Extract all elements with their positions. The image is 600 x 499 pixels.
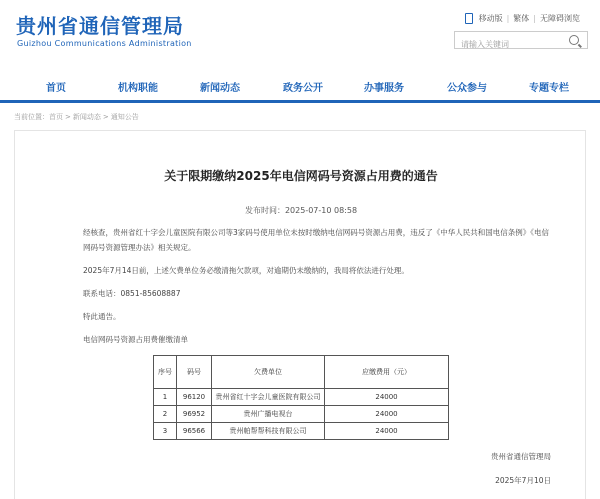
table-row: [154, 423, 449, 440]
main-nav: [0, 70, 600, 103]
accessibility-link[interactable]: 无障碍浏览: [540, 14, 580, 23]
nav-functions[interactable]: 机构职能: [118, 83, 158, 94]
article-title: 关于限期缴纳2025年电信网码号资源占用费的通告: [164, 169, 438, 183]
search-icon[interactable]: [569, 35, 579, 45]
table-cell: 24000: [325, 389, 449, 406]
breadcrumb-home[interactable]: 首页: [49, 113, 63, 121]
table-cell: 1: [154, 389, 177, 406]
table-header: 码号: [177, 356, 212, 389]
site-title[interactable]: 贵州省通信管理局: [16, 14, 184, 38]
article-paragraph: 经核查，贵州省红十字会儿童医院有限公司等3家码号使用单位未按时缴纳电信网码号资源占用费，违反了《中华人民共和国电信条例》《电信网码号资源管理办法》相关规定。: [83, 228, 550, 252]
search-input[interactable]: [455, 37, 577, 53]
table-cell: 24000: [325, 423, 449, 440]
table-cell: 贵州省红十字会儿童医院有限公司: [212, 389, 325, 406]
table-header: 序号: [154, 356, 177, 389]
nav-special-topics[interactable]: 专题专栏: [529, 83, 569, 94]
nav-news[interactable]: 新闻动态: [200, 83, 240, 94]
publish-time: [15, 205, 587, 216]
article-panel: [14, 130, 586, 499]
breadcrumb-prefix: 当前位置：: [14, 113, 49, 121]
mobile-icon: [465, 13, 473, 24]
table-row: [154, 389, 449, 406]
nav-public-participation[interactable]: 公众参与: [447, 83, 487, 94]
table-cell: 贵州广播电视台: [212, 406, 325, 423]
table-cell: 96566: [177, 423, 212, 440]
table-caption: 电信网码号资源占用费催缴清单: [83, 335, 188, 344]
nav-government-affairs[interactable]: 政务公开: [283, 83, 323, 94]
publish-value: 2025-07-10 08:58: [284, 206, 358, 215]
mobile-version-link[interactable]: 移动版: [478, 14, 503, 23]
traditional-chinese-link[interactable]: 繁体: [513, 14, 530, 23]
breadcrumb-separator: >: [65, 113, 71, 121]
breadcrumb-news[interactable]: 新闻动态: [72, 113, 101, 121]
breadcrumb-notices[interactable]: 通知公告: [110, 113, 139, 121]
breadcrumb-separator: >: [102, 113, 109, 121]
table-cell: 3: [154, 423, 177, 440]
table-row: [154, 406, 449, 423]
breadcrumb: [14, 112, 139, 122]
nav-home[interactable]: 首页: [46, 83, 66, 94]
table-header: 欠费单位: [212, 356, 325, 389]
table-cell: 96120: [177, 389, 212, 406]
table-header-row: [154, 356, 449, 389]
divider: |: [506, 14, 510, 23]
top-links: [465, 13, 580, 24]
publish-label: 发布时间：: [244, 206, 285, 215]
table-cell: 96952: [177, 406, 212, 423]
nav-services[interactable]: 办事服务: [364, 83, 404, 94]
table-cell: 2: [154, 406, 177, 423]
contact-phone: 联系电话：0851-85608887: [83, 289, 181, 298]
table-cell: 贵州帕帮帮科技有限公司: [212, 423, 325, 440]
search-box: [454, 31, 588, 49]
site-header: [0, 0, 600, 70]
signature: 贵州省通信管理局: [491, 452, 551, 461]
fee-table: [153, 355, 449, 440]
site-subtitle: Guizhou Communications Administration: [17, 39, 192, 48]
article-paragraph: 特此通告。: [83, 312, 121, 321]
table-header: 应缴费用（元）: [325, 356, 449, 389]
divider: |: [533, 14, 536, 23]
issue-date: 2025年7月10日: [495, 476, 551, 485]
article-paragraph: 2025年7月14日前，上述欠费单位务必缴清拖欠款项，对逾期仍未缴纳的，我局将依法进行处理。: [83, 266, 409, 275]
table-cell: 24000: [325, 406, 449, 423]
